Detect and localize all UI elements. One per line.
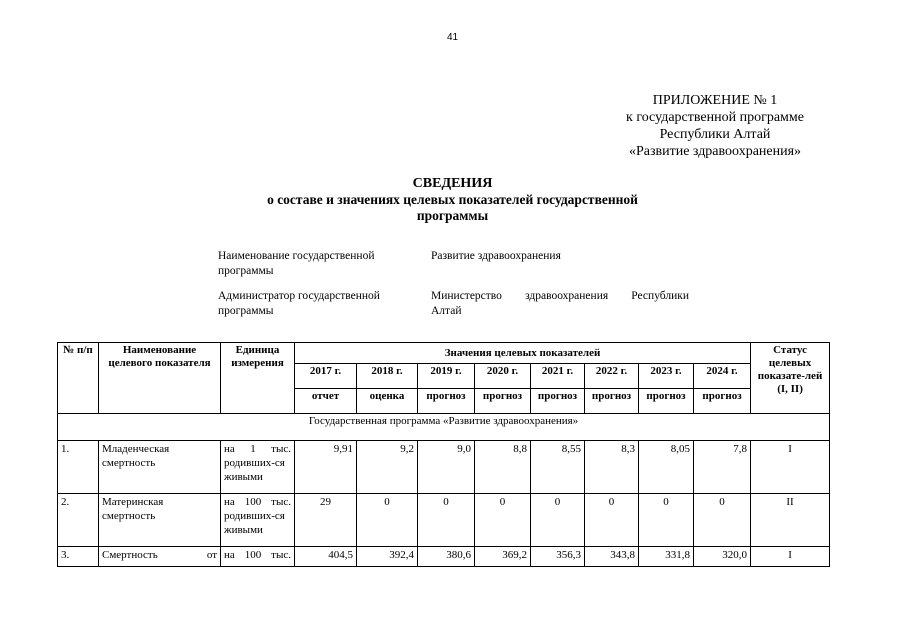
program-name-label-line-1: Наименование государственной: [218, 250, 375, 262]
program-admin-label-line-1: Администратор государственной: [218, 290, 380, 302]
row-value: 392,4: [357, 547, 418, 567]
header-values: Значения целевых показателей: [295, 343, 751, 364]
row-status: I: [751, 441, 830, 494]
row-value: 369,2: [475, 547, 531, 567]
kind-header: прогноз: [585, 389, 639, 414]
row-name: Материнская смертность: [99, 494, 221, 547]
table-row: [58, 494, 830, 547]
row-value: 0: [531, 494, 585, 547]
program-admin-value-line-1: Министерство здравоохранения Республики: [431, 290, 689, 302]
row-value: 29: [295, 494, 357, 547]
year-header: 2021 г.: [531, 364, 585, 389]
indicators-table: [57, 342, 830, 567]
document-title: [230, 176, 675, 224]
kind-header: отчет: [295, 389, 357, 414]
header-unit: Единица измерения: [221, 343, 295, 414]
row-unit: на 100 тыс. родивших-ся живыми: [221, 494, 295, 547]
row-value: 0: [357, 494, 418, 547]
program-admin-label-line-2: программы: [218, 305, 274, 317]
header-name: Наименование целевого показателя: [99, 343, 221, 414]
row-value: 320,0: [694, 547, 751, 567]
row-status: I: [751, 547, 830, 567]
row-value: 9,2: [357, 441, 418, 494]
appendix-line-4: «Развитие здравоохранения»: [628, 144, 802, 159]
row-num: 1.: [58, 441, 99, 494]
kind-header: прогноз: [694, 389, 751, 414]
year-header: 2020 г.: [475, 364, 531, 389]
kind-header: прогноз: [531, 389, 585, 414]
kind-header: оценка: [357, 389, 418, 414]
row-value: 8,55: [531, 441, 585, 494]
page-number: 41: [446, 32, 459, 43]
appendix-line-1: ПРИЛОЖЕНИЕ № 1: [652, 93, 778, 108]
row-status: II: [751, 494, 830, 547]
section-row: [58, 414, 830, 441]
program-admin-value-line-2: Алтай: [431, 305, 462, 317]
row-value: 9,0: [418, 441, 475, 494]
row-num: 2.: [58, 494, 99, 547]
year-header: 2022 г.: [585, 364, 639, 389]
year-header: 2024 г.: [694, 364, 751, 389]
row-value: 8,05: [639, 441, 694, 494]
kind-header: прогноз: [475, 389, 531, 414]
appendix-block: [560, 92, 870, 160]
row-value: 8,8: [475, 441, 531, 494]
row-name: Младенческая смертность: [99, 441, 221, 494]
table-row: [58, 547, 830, 567]
row-value: 0: [475, 494, 531, 547]
program-name-label-line-2: программы: [218, 265, 274, 277]
row-name: Смертность от: [99, 547, 221, 567]
year-header: 2023 г.: [639, 364, 694, 389]
row-value: 8,3: [585, 441, 639, 494]
appendix-line-3: Республики Алтай: [659, 127, 771, 142]
row-value: 343,8: [585, 547, 639, 567]
program-name-value: Развитие здравоохранения: [431, 250, 561, 262]
row-num: 3.: [58, 547, 99, 567]
kind-header: прогноз: [418, 389, 475, 414]
row-value: 380,6: [418, 547, 475, 567]
row-value: 0: [639, 494, 694, 547]
row-value: 356,3: [531, 547, 585, 567]
row-value: 9,91: [295, 441, 357, 494]
row-value: 404,5: [295, 547, 357, 567]
row-value: 7,8: [694, 441, 751, 494]
year-header: 2018 г.: [357, 364, 418, 389]
section-title: Государственная программа «Развитие здравоохранения»: [58, 414, 830, 441]
header-row-1: [58, 343, 830, 364]
appendix-line-2: к государственной программе: [626, 110, 804, 125]
year-header: 2017 г.: [295, 364, 357, 389]
program-admin-value: [431, 289, 689, 319]
row-unit: на 100 тыс.: [221, 547, 295, 567]
header-num: № п/п: [58, 343, 99, 414]
row-value: 0: [585, 494, 639, 547]
title-line-3: программы: [416, 208, 489, 223]
row-value: 331,8: [639, 547, 694, 567]
title-main: СВЕДЕНИЯ: [412, 176, 493, 191]
header-status: Статус целевых показате-лей (I, II): [751, 343, 830, 414]
row-value: 0: [694, 494, 751, 547]
kind-header: прогноз: [639, 389, 694, 414]
title-line-2: о составе и значениях целевых показателей государственной: [267, 192, 638, 207]
table-row: [58, 441, 830, 494]
year-header: 2019 г.: [418, 364, 475, 389]
program-admin-label: [218, 289, 413, 319]
row-value: 0: [418, 494, 475, 547]
row-unit: на 1 тыс. родивших-ся живыми: [221, 441, 295, 494]
program-name-label: [218, 249, 413, 279]
